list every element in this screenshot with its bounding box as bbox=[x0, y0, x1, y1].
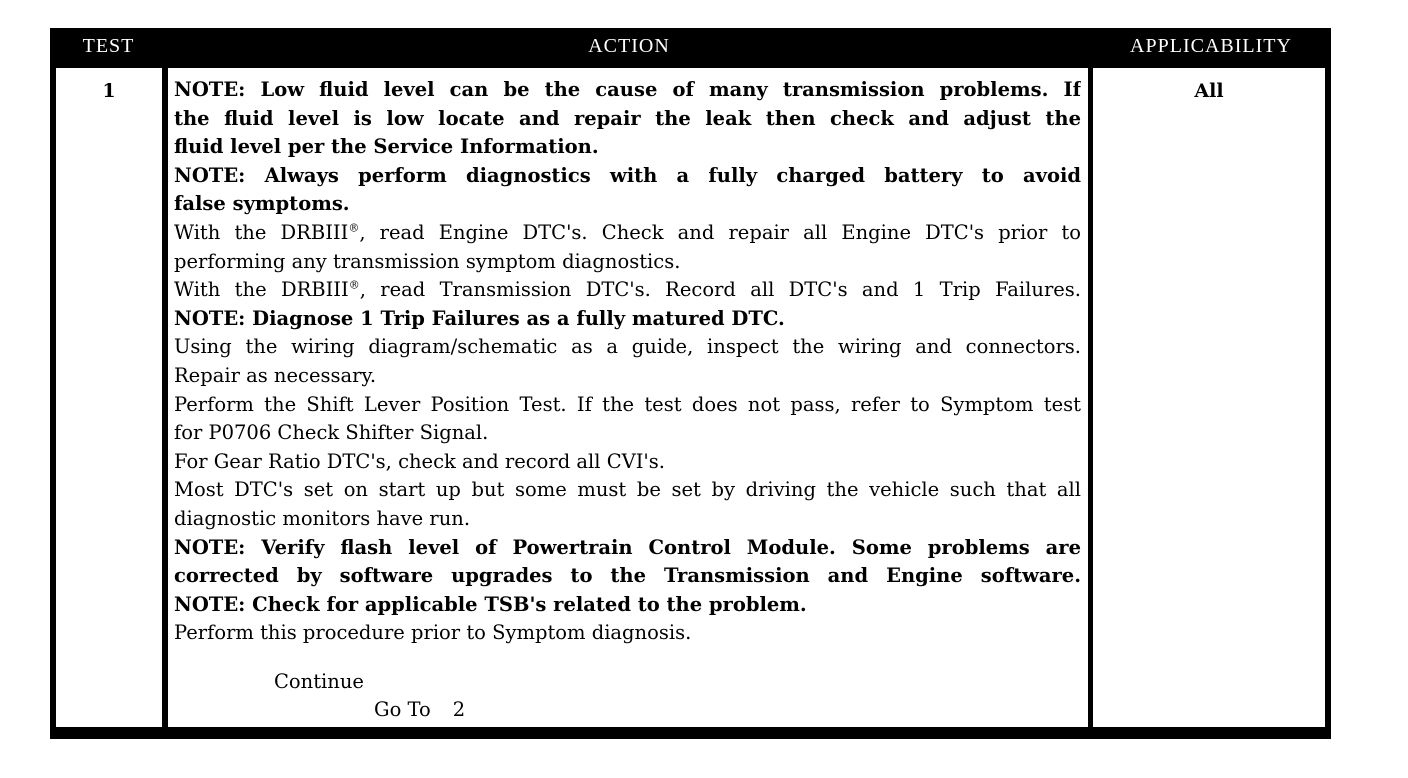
applicability-cell bbox=[1093, 68, 1325, 727]
action-line: NOTE: Diagnose 1 Trip Failures as a fully matured DTC. bbox=[174, 306, 785, 330]
action-cell bbox=[168, 68, 1088, 727]
action-line: Repair as necessary. bbox=[174, 363, 377, 387]
header-test: TEST bbox=[82, 35, 135, 57]
action-line: performing any transmission symptom diagnostics. bbox=[174, 249, 681, 273]
header-action: ACTION bbox=[588, 35, 670, 57]
action-line: corrected by software upgrades to the Transmission and Engine software. bbox=[174, 564, 1081, 588]
action-line: false symptoms. bbox=[174, 192, 350, 216]
action-line: Most DTC's set on start up but some must be set by driving the vehicle such that all bbox=[174, 478, 1081, 502]
action-line: NOTE: Low fluid level can be the cause of many transmission problems. If bbox=[174, 78, 1081, 101]
action-line: NOTE: Always perform diagnostics with a fully charged battery to avoid bbox=[174, 163, 1081, 187]
goto-link[interactable] bbox=[374, 698, 465, 721]
table-header-row bbox=[50, 28, 1331, 63]
applicability-value: All bbox=[1194, 80, 1224, 102]
goto-label: Go To bbox=[374, 698, 431, 721]
action-line: Perform the Shift Lever Position Test. If the test does not pass, refer to Symptom test bbox=[174, 392, 1081, 416]
action-line: for P0706 Check Shifter Signal. bbox=[174, 421, 489, 445]
action-line: With the DRBIII®, read Engine DTC's. Check and repair all Engine DTC's prior to bbox=[174, 220, 1081, 244]
test-number: 1 bbox=[102, 80, 116, 102]
action-line: NOTE: Check for applicable TSB's related to the problem. bbox=[174, 592, 807, 616]
continue-label: Continue bbox=[274, 670, 364, 693]
diagnostic-test-table bbox=[50, 28, 1331, 739]
action-line: With the DRBIII®, read Transmission DTC's. Record all DTC's and 1 Trip Failures. bbox=[174, 278, 1081, 302]
action-line: NOTE: Verify flash level of Powertrain Control Module. Some problems are bbox=[174, 535, 1081, 559]
goto-target[interactable]: 2 bbox=[452, 698, 466, 721]
action-text bbox=[174, 76, 1081, 648]
header-applicability: APPLICABILITY bbox=[1130, 35, 1292, 57]
action-line: diagnostic monitors have run. bbox=[174, 506, 471, 530]
test-cell bbox=[56, 68, 162, 727]
action-line: Perform this procedure prior to Symptom diagnosis. bbox=[174, 621, 692, 645]
action-line: the fluid level is low locate and repair the leak then check and adjust the bbox=[174, 106, 1081, 130]
action-line: For Gear Ratio DTC's, check and record all CVI's. bbox=[174, 449, 665, 473]
action-line: Using the wiring diagram/schematic as a guide, inspect the wiring and connectors. bbox=[174, 335, 1081, 359]
action-line: fluid level per the Service Information. bbox=[174, 135, 599, 159]
